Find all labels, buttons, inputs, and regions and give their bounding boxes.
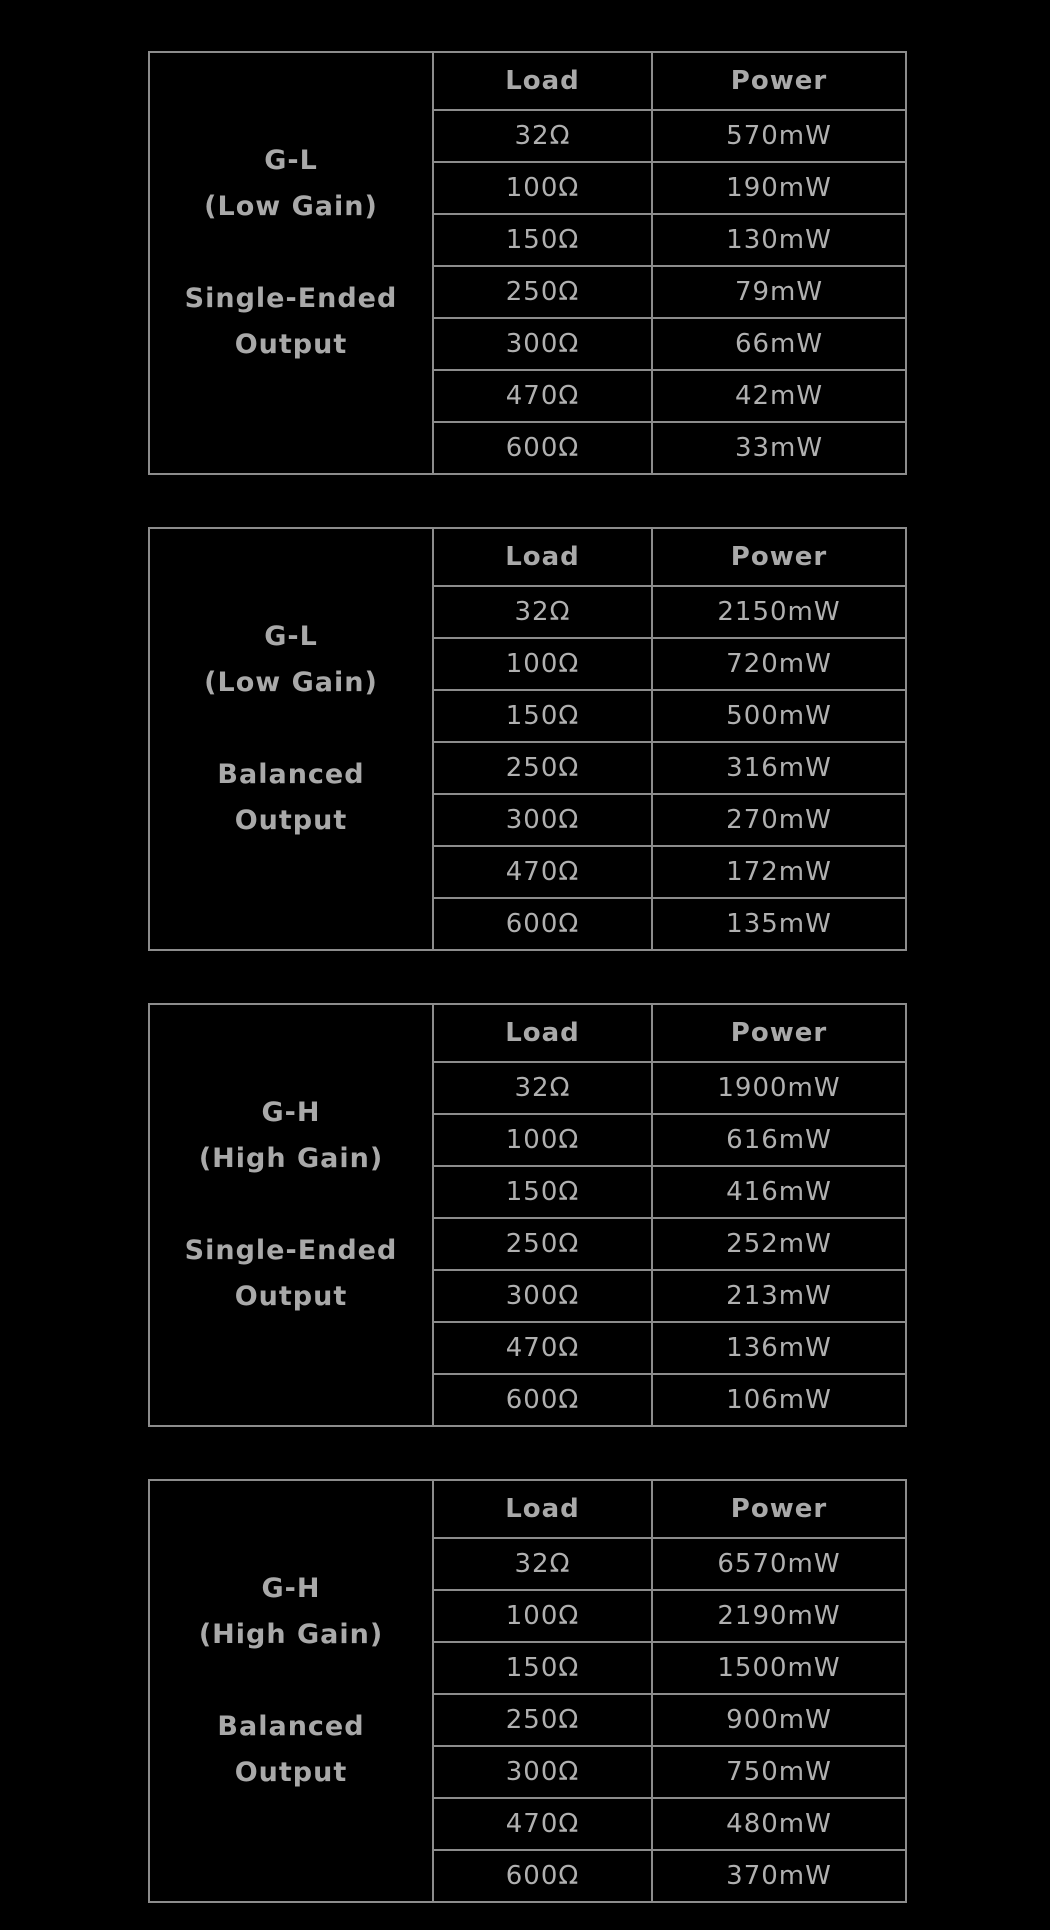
mode-label [150,1005,434,1425]
output-type-line2: Output [234,805,348,836]
table-header-row [434,1005,905,1061]
gain-description: (High Gain) [198,1143,384,1174]
table-row [434,1537,905,1589]
power-cell: 270mW [726,805,832,835]
table-row [434,585,905,637]
table-row [434,1693,905,1745]
power-cell: 252mW [726,1229,832,1259]
gain-name: G-H [261,1573,321,1604]
load-cell: 300Ω [434,319,653,369]
load-cell: 470Ω [434,1799,653,1849]
load-cell: 100Ω [434,163,653,213]
load-cell: 300Ω [434,1747,653,1797]
gain-name: G-L [264,145,318,176]
gain-name: G-H [261,1097,321,1128]
load-cell: 32Ω [434,1539,653,1589]
load-column-header: Load [434,1481,653,1537]
power-cell: 570mW [726,121,832,151]
load-cell: 100Ω [434,639,653,689]
table-row [434,845,905,897]
output-type-line1: Single-Ended [184,1235,398,1266]
table-row [434,265,905,317]
power-cell: 416mW [726,1177,832,1207]
table-row [434,369,905,421]
power-cell: 720mW [726,649,832,679]
power-column-header: Power [730,542,828,572]
table-row [434,1745,905,1797]
output-type-line2: Output [234,329,348,360]
power-cell: 6570mW [717,1549,841,1579]
power-cell: 900mW [726,1705,832,1735]
mode-label [150,1481,434,1901]
load-cell: 32Ω [434,111,653,161]
power-table-low-gain-balanced [148,527,907,951]
table-row [434,793,905,845]
power-cell: 33mW [734,433,824,463]
load-cell: 32Ω [434,587,653,637]
load-cell: 150Ω [434,1167,653,1217]
load-column-header: Load [434,1005,653,1061]
table-row [434,1269,905,1321]
load-power-table [434,1005,905,1425]
table-row [434,1589,905,1641]
gain-name: G-L [264,621,318,652]
table-row [434,161,905,213]
power-cell: 135mW [726,909,832,939]
table-row [434,637,905,689]
mode-label [150,53,434,473]
power-cell: 66mW [734,329,824,359]
power-cell: 500mW [726,701,832,731]
load-power-table [434,53,905,473]
power-column-header: Power [730,66,828,96]
power-column-header: Power [730,1018,828,1048]
table-row [434,1061,905,1113]
load-cell: 250Ω [434,1219,653,1269]
power-cell: 1900mW [717,1073,841,1103]
power-cell: 616mW [726,1125,832,1155]
load-cell: 470Ω [434,371,653,421]
load-cell: 600Ω [434,1375,653,1425]
table-row [434,1797,905,1849]
table-row [434,741,905,793]
power-cell: 1500mW [717,1653,841,1683]
load-cell: 470Ω [434,1323,653,1373]
load-cell: 150Ω [434,691,653,741]
power-cell: 2150mW [717,597,841,627]
table-row [434,897,905,949]
table-row [434,689,905,741]
table-header-row [434,529,905,585]
load-cell: 300Ω [434,1271,653,1321]
table-row [434,317,905,369]
power-cell: 106mW [726,1385,832,1415]
power-cell: 190mW [726,173,832,203]
table-row [434,421,905,473]
output-type-line1: Balanced [217,1711,365,1742]
table-row [434,1217,905,1269]
output-type-line2: Output [234,1757,348,1788]
load-cell: 32Ω [434,1063,653,1113]
load-cell: 300Ω [434,795,653,845]
power-cell: 370mW [726,1861,832,1891]
power-cell: 213mW [726,1281,832,1311]
power-column-header: Power [730,1494,828,1524]
load-cell: 250Ω [434,1695,653,1745]
table-row [434,1321,905,1373]
table-row [434,1641,905,1693]
load-cell: 250Ω [434,267,653,317]
load-column-header: Load [434,529,653,585]
power-cell: 316mW [726,753,832,783]
power-cell: 480mW [726,1809,832,1839]
load-cell: 600Ω [434,899,653,949]
power-cell: 2190mW [717,1601,841,1631]
load-cell: 600Ω [434,423,653,473]
output-type-line1: Single-Ended [184,283,398,314]
load-cell: 600Ω [434,1851,653,1901]
table-row [434,1373,905,1425]
table-row [434,109,905,161]
load-power-table [434,1481,905,1901]
power-cell: 42mW [734,381,824,411]
table-row [434,1165,905,1217]
load-cell: 250Ω [434,743,653,793]
load-cell: 150Ω [434,215,653,265]
mode-label [150,529,434,949]
table-header-row [434,1481,905,1537]
table-row [434,1113,905,1165]
table-header-row [434,53,905,109]
gain-description: (Low Gain) [204,667,378,698]
gain-description: (High Gain) [198,1619,384,1650]
table-row [434,213,905,265]
load-column-header: Load [434,53,653,109]
output-type-line1: Balanced [217,759,365,790]
load-power-table [434,529,905,949]
power-table-high-gain-single-ended [148,1003,907,1427]
power-cell: 136mW [726,1333,832,1363]
gain-description: (Low Gain) [204,191,378,222]
power-table-low-gain-single-ended [148,51,907,475]
power-cell: 172mW [726,857,832,887]
power-cell: 79mW [734,277,824,307]
power-cell: 130mW [726,225,832,255]
load-cell: 150Ω [434,1643,653,1693]
power-table-high-gain-balanced [148,1479,907,1903]
power-cell: 750mW [726,1757,832,1787]
output-type-line2: Output [234,1281,348,1312]
load-cell: 100Ω [434,1115,653,1165]
load-cell: 100Ω [434,1591,653,1641]
table-row [434,1849,905,1901]
load-cell: 470Ω [434,847,653,897]
